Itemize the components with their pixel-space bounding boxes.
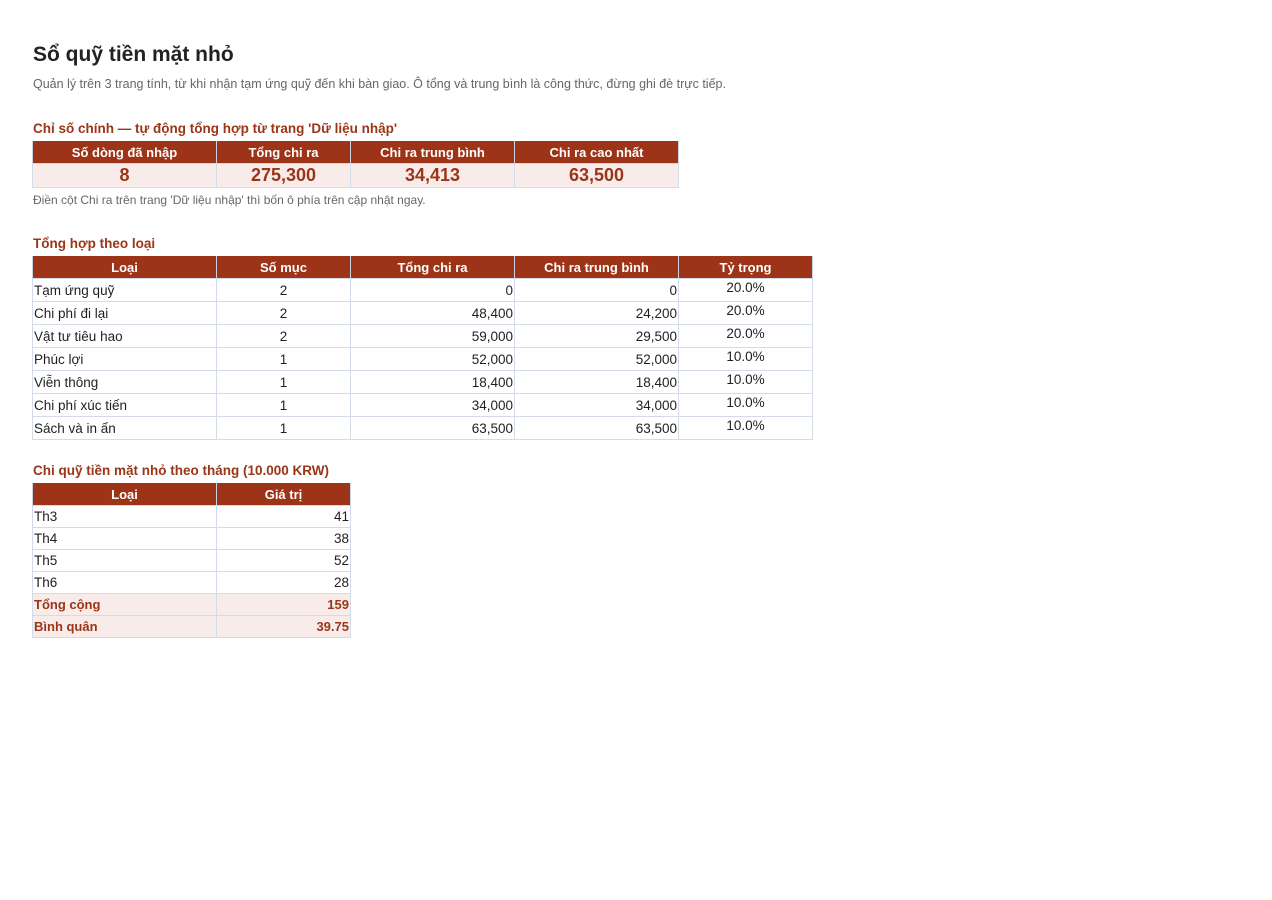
kpi-header-rows[interactable]: Số dòng đã nhập xyxy=(33,141,217,164)
table-row xyxy=(33,348,813,371)
kpi-header-max[interactable]: Chi ra cao nhất xyxy=(515,141,679,164)
cell-category[interactable]: Chi phí xúc tiến xyxy=(33,394,217,417)
kpi-heading: Chỉ số chính — tự động tổng hợp từ trang 'Dữ liệu nhập' xyxy=(33,121,398,136)
cell-count[interactable]: 1 xyxy=(217,394,351,417)
kpi-header-total[interactable]: Tổng chi ra xyxy=(217,141,351,164)
cell-total[interactable]: 59,000 xyxy=(351,325,515,348)
by-type-heading: Tổng hợp theo loại xyxy=(33,236,156,251)
cell-average[interactable]: 34,000 xyxy=(515,394,679,417)
cell-total[interactable]: 52,000 xyxy=(351,348,515,371)
table-row xyxy=(33,572,351,594)
cell-category[interactable]: Phúc lợi xyxy=(33,348,217,371)
cell-value[interactable]: 52 xyxy=(217,550,351,572)
cell-count[interactable]: 2 xyxy=(217,302,351,325)
cell-share[interactable]: 10.0% xyxy=(679,371,813,394)
average-value[interactable]: 39.75 xyxy=(217,616,351,638)
monthly-table xyxy=(32,483,351,638)
total-value[interactable]: 159 xyxy=(217,594,351,616)
table-row xyxy=(33,394,813,417)
cell-category[interactable]: Chi phí đi lại xyxy=(33,302,217,325)
kpi-value-rows[interactable]: 8 xyxy=(33,164,217,188)
table-row xyxy=(33,506,351,528)
page-title: Sổ quỹ tiền mặt nhỏ xyxy=(33,43,234,66)
cell-month[interactable]: Th5 xyxy=(33,550,217,572)
cell-month[interactable]: Th3 xyxy=(33,506,217,528)
cell-average[interactable]: 29,500 xyxy=(515,325,679,348)
cell-count[interactable]: 1 xyxy=(217,371,351,394)
table-row xyxy=(33,302,813,325)
table-row xyxy=(33,528,351,550)
cell-total[interactable]: 48,400 xyxy=(351,302,515,325)
cell-share[interactable]: 20.0% xyxy=(679,302,813,325)
total-row xyxy=(33,594,351,616)
kpi-value-max[interactable]: 63,500 xyxy=(515,164,679,188)
cell-average[interactable]: 18,400 xyxy=(515,371,679,394)
cell-average[interactable]: 0 xyxy=(515,279,679,302)
cell-category[interactable]: Sách và in ấn xyxy=(33,417,217,440)
average-label[interactable]: Bình quân xyxy=(33,616,217,638)
cell-average[interactable]: 63,500 xyxy=(515,417,679,440)
cell-month[interactable]: Th6 xyxy=(33,572,217,594)
kpi-table xyxy=(32,141,679,188)
cell-total[interactable]: 18,400 xyxy=(351,371,515,394)
cell-value[interactable]: 28 xyxy=(217,572,351,594)
cell-value[interactable]: 38 xyxy=(217,528,351,550)
cell-count[interactable]: 2 xyxy=(217,279,351,302)
table-row xyxy=(33,417,813,440)
by-type-table xyxy=(32,256,813,440)
monthly-header-category[interactable]: Loại xyxy=(33,483,217,506)
cell-total[interactable]: 63,500 xyxy=(351,417,515,440)
monthly-heading: Chi quỹ tiền mặt nhỏ theo tháng (10.000 KRW) xyxy=(33,463,330,478)
average-row xyxy=(33,616,351,638)
cell-category[interactable]: Vật tư tiêu hao xyxy=(33,325,217,348)
cell-value[interactable]: 41 xyxy=(217,506,351,528)
kpi-header-average[interactable]: Chi ra trung bình xyxy=(351,141,515,164)
by-type-header-total[interactable]: Tổng chi ra xyxy=(351,256,515,279)
table-row xyxy=(33,550,351,572)
cell-share[interactable]: 10.0% xyxy=(679,417,813,440)
cell-total[interactable]: 34,000 xyxy=(351,394,515,417)
cell-category[interactable]: Tạm ứng quỹ xyxy=(33,279,217,302)
table-row xyxy=(33,279,813,302)
kpi-value-average[interactable]: 34,413 xyxy=(351,164,515,188)
by-type-header-average[interactable]: Chi ra trung bình xyxy=(515,256,679,279)
cell-share[interactable]: 10.0% xyxy=(679,394,813,417)
monthly-header-value[interactable]: Giá trị xyxy=(217,483,351,506)
kpi-note: Điền cột Chi ra trên trang 'Dữ liệu nhập' thì bốn ô phía trên cập nhật ngay. xyxy=(33,193,426,207)
by-type-header-count[interactable]: Số mục xyxy=(217,256,351,279)
cell-count[interactable]: 1 xyxy=(217,348,351,371)
by-type-header-category[interactable]: Loại xyxy=(33,256,217,279)
cell-month[interactable]: Th4 xyxy=(33,528,217,550)
cell-share[interactable]: 10.0% xyxy=(679,348,813,371)
cell-average[interactable]: 52,000 xyxy=(515,348,679,371)
cell-total[interactable]: 0 xyxy=(351,279,515,302)
cell-count[interactable]: 2 xyxy=(217,325,351,348)
cell-category[interactable]: Viễn thông xyxy=(33,371,217,394)
cell-share[interactable]: 20.0% xyxy=(679,325,813,348)
cell-average[interactable]: 24,200 xyxy=(515,302,679,325)
table-row xyxy=(33,325,813,348)
kpi-value-total[interactable]: 275,300 xyxy=(217,164,351,188)
total-label[interactable]: Tổng cộng xyxy=(33,594,217,616)
cell-share[interactable]: 20.0% xyxy=(679,279,813,302)
cell-count[interactable]: 1 xyxy=(217,417,351,440)
table-row xyxy=(33,371,813,394)
page-subtitle: Quản lý trên 3 trang tính, từ khi nhận tạm ứng quỹ đến khi bàn giao. Ô tổng và trung bình là công thức, đừng ghi đè trực tiếp. xyxy=(33,77,726,91)
by-type-header-share[interactable]: Tỷ trọng xyxy=(679,256,813,279)
